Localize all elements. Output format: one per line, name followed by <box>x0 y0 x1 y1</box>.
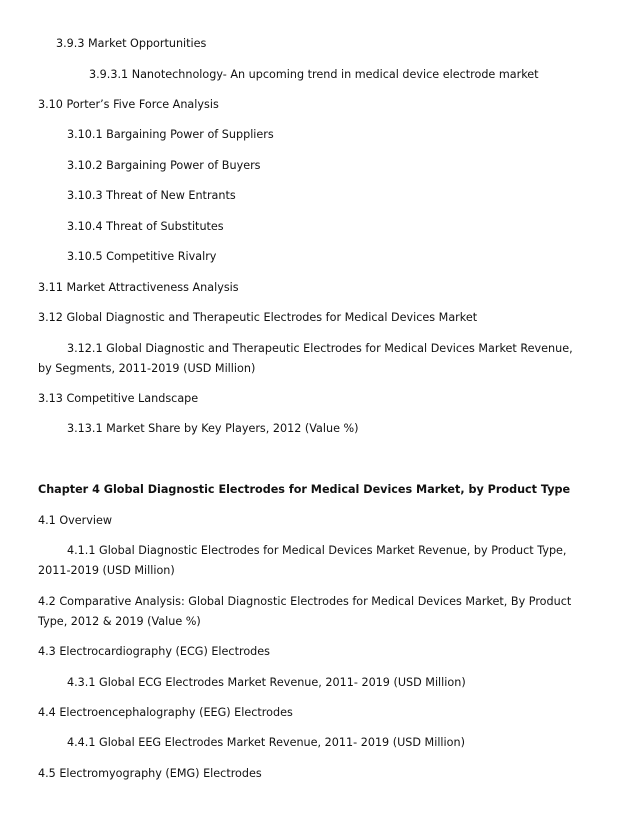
toc-entry-3-10-5: 3.10.5 Competitive Rivalry <box>67 250 217 263</box>
toc-entry-3-12-1-cont: by Segments, 2011-2019 (USD Million) <box>38 362 256 375</box>
toc-entry-3-10-4: 3.10.4 Threat of Substitutes <box>67 220 224 233</box>
toc-entry-3-13-1: 3.13.1 Market Share by Key Players, 2012 (Value %) <box>67 422 359 435</box>
toc-entry-3-9-3-1: 3.9.3.1 Nanotechnology- An upcoming trend in medical device electrode market <box>89 68 539 81</box>
toc-entry-3-9-3: 3.9.3 Market Opportunities <box>56 37 207 50</box>
toc-entry-4-5: 4.5 Electromyography (EMG) Electrodes <box>38 767 262 780</box>
toc-entry-3-10-1: 3.10.1 Bargaining Power of Suppliers <box>67 128 274 141</box>
toc-entry-4-3: 4.3 Electrocardiography (ECG) Electrodes <box>38 645 270 658</box>
toc-entry-4-4: 4.4 Electroencephalography (EEG) Electrodes <box>38 706 293 719</box>
toc-entry-3-13: 3.13 Competitive Landscape <box>38 392 199 405</box>
toc-entry-3-10-2: 3.10.2 Bargaining Power of Buyers <box>67 159 261 172</box>
toc-entry-4-4-1: 4.4.1 Global EEG Electrodes Market Revenue, 2011- 2019 (USD Million) <box>67 736 465 749</box>
toc-entry-4-2: 4.2 Comparative Analysis: Global Diagnostic Electrodes for Medical Devices Market, By Product <box>38 595 572 608</box>
toc-entry-4-3-1: 4.3.1 Global ECG Electrodes Market Revenue, 2011- 2019 (USD Million) <box>67 676 466 689</box>
toc-entry-3-10-3: 3.10.3 Threat of New Entrants <box>67 189 236 202</box>
toc-entry-4-2-cont: Type, 2012 & 2019 (Value %) <box>38 615 201 628</box>
toc-entry-4-1-1: 4.1.1 Global Diagnostic Electrodes for Medical Devices Market Revenue, by Product Type, <box>67 544 567 557</box>
toc-entry-3-10: 3.10 Porter’s Five Force Analysis <box>38 98 219 111</box>
toc-entry-4-1: 4.1 Overview <box>38 514 113 527</box>
toc-entry-3-12: 3.12 Global Diagnostic and Therapeutic Electrodes for Medical Devices Market <box>38 311 478 324</box>
toc-entry-3-11: 3.11 Market Attractiveness Analysis <box>38 281 239 294</box>
chapter-heading: Chapter 4 Global Diagnostic Electrodes for Medical Devices Market, by Product Type <box>38 483 571 496</box>
toc-entry-3-12-1: 3.12.1 Global Diagnostic and Therapeutic Electrodes for Medical Devices Market Revenue, <box>67 342 573 355</box>
toc-entry-4-1-1-cont: 2011-2019 (USD Million) <box>38 564 175 577</box>
